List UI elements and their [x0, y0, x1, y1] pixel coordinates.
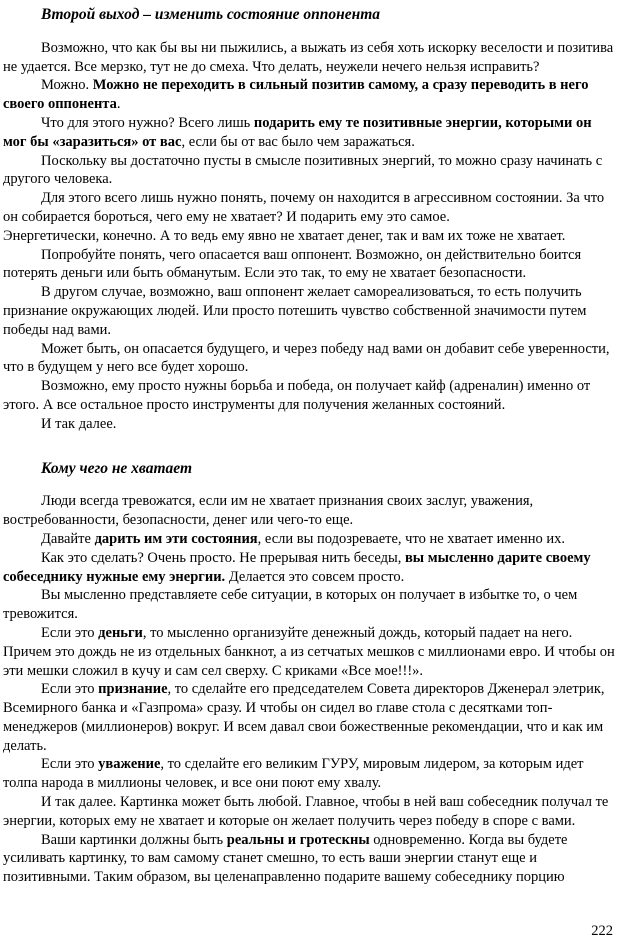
bold-text-run: Можно не переходить в сильный позитив самому, а сразу переводить в него своего оппонента — [3, 77, 589, 113]
text-run: Можно. — [41, 77, 93, 94]
text-run: , если вы подозреваете, что не хватает именно их. — [257, 530, 566, 547]
paragraph — [3, 227, 617, 246]
bold-text-run: подарить ему те позитивные энергии, которыми он мог бы «заразиться» от вас — [3, 114, 592, 150]
paragraph — [3, 415, 617, 434]
bold-text-run: реальны и гротескны — [226, 831, 370, 848]
paragraph — [3, 530, 617, 549]
text-run: Ваши картинки должны быть — [41, 831, 227, 848]
page-number: 222 — [591, 923, 613, 940]
text-run: Если это — [41, 624, 99, 641]
text-run: , то сделайте его великим ГУРУ, мировым лидером, за которым идет толпа народа в миллионы человек, и все они поют ему хвалу. — [3, 756, 584, 792]
text-run: Люди всегда тревожатся, если им не хватает признания своих заслуг, уважения, востребованности, безопасности, денег или чего-то еще. — [3, 493, 534, 529]
paragraph — [3, 152, 617, 190]
paragraph — [3, 377, 617, 415]
bold-text-run: деньги — [98, 624, 143, 641]
text-run: Что для этого нужно? Всего лишь — [41, 114, 254, 131]
text-run: Попробуйте понять, чего опасается ваш оппонент. Возможно, он действительно боится потерять деньги или быть обманутым. Если это так, то ему не хватает безопасности. — [3, 246, 582, 282]
text-run: И так далее. Картинка может быть любой. Главное, чтобы в ней ваш собеседник получал те энергии, которых ему не хватает и которые он желает получить через победу в споре с вами. — [3, 794, 609, 829]
paragraph — [3, 340, 617, 378]
bold-text-run: признание — [98, 681, 168, 698]
text-run: Для этого всего лишь нужно понять, почему он находится в агрессивном состоянии. За что он собирается бороться, чего ему не хватает? И подарить ему это самое. — [3, 190, 605, 225]
text-run: Энергетически, конечно. А то ведь ему явно не хватает денег, так и вам их тоже не хватает. — [3, 227, 566, 244]
paragraph — [3, 549, 617, 587]
text-run: Вы мысленно представляете себе ситуации, в которых он получает в избытке то, о чем тревожится. — [3, 587, 578, 623]
paragraph — [3, 793, 617, 831]
paragraph — [3, 680, 617, 755]
text-run: Возможно, что как бы вы ни пыжились, а выжать из себя хоть искорку веселости и позитива не удается. Все мерзко, тут не до смеха. Что делать, неужели нечего нельзя исправить? — [3, 39, 614, 75]
bold-text-run: уважение — [98, 756, 161, 773]
text-run: Возможно, ему просто нужны борьба и победа, он получает кайф (адреналин) именно от этого. А все остальное просто инструменты для получения желанных состояний. — [3, 378, 591, 413]
section-heading: Кому чего не хватает — [41, 459, 193, 477]
text-run: , то мысленно организуйте денежный дождь, который падает на него. Причем это дождь не из отдельных банкнот, а из сетчатых мешков с миллионами евро. И чтобы он эти мешки сложил в кучу и сам сел сверху. С криками «Все мое!!!». — [3, 624, 615, 679]
bold-text-run: вы мысленно дарите своему собеседнику нужные ему энергии. — [3, 549, 591, 585]
paragraph — [3, 586, 617, 624]
paragraph — [3, 624, 617, 680]
text-run: Может быть, он опасается будущего, и через победу над вами он добавит себе уверенности, что в будущем у него все будет хорошо. — [3, 340, 610, 376]
text-run: В другом случае, возможно, ваш оппонент желает самореализоваться, то есть получить признание окружающих людей. Или просто потешить чувство собственной значимости путем победы над вами. — [3, 284, 587, 338]
text-run: Делается это совсем просто. — [225, 568, 405, 585]
text-run: Поскольку вы достаточно пусты в смысле позитивных энергий, то можно сразу начинать с другого человека. — [3, 152, 603, 188]
paragraph — [3, 189, 617, 227]
paragraph — [3, 492, 617, 530]
paragraph — [3, 114, 617, 152]
text-column — [3, 6, 617, 887]
text-run: И так далее. — [41, 415, 117, 432]
paragraph — [3, 76, 617, 114]
text-run: Давайте — [41, 530, 95, 547]
paragraph — [3, 246, 617, 284]
paragraph — [3, 831, 617, 887]
text-run: . — [116, 96, 121, 113]
text-run: Если это — [41, 756, 99, 773]
paragraph — [3, 755, 617, 793]
paragraph — [3, 283, 617, 339]
text-run: одновременно. Когда вы будете усиливать картинку, то вам самому станет смешно, то есть ваши энергии станут еще и позитивными. Таким образом, вы целенаправленно подарите вашему собеседнику порцию — [3, 831, 568, 886]
bold-text-run: дарить им эти состояния — [94, 530, 258, 547]
paragraph — [3, 39, 617, 77]
text-run: , то сделайте его председателем Совета директоров Дженерал элетрик, Всемирного банка и «Газпрома» сразу. И чтобы он сидел во главе стола с десятками топ-менеджеров (миллионеров) вокруг. И всем давал свои божественные рекомендации, что и как им делать. — [3, 681, 605, 754]
section-heading: Второй выход – изменить состояние оппонента — [41, 6, 381, 23]
text-run: , если бы от вас было чем заражаться. — [181, 133, 415, 150]
text-run: Если это — [41, 681, 99, 698]
text-run: Как это сделать? Очень просто. Не прерывая нить беседы, — [41, 549, 405, 566]
